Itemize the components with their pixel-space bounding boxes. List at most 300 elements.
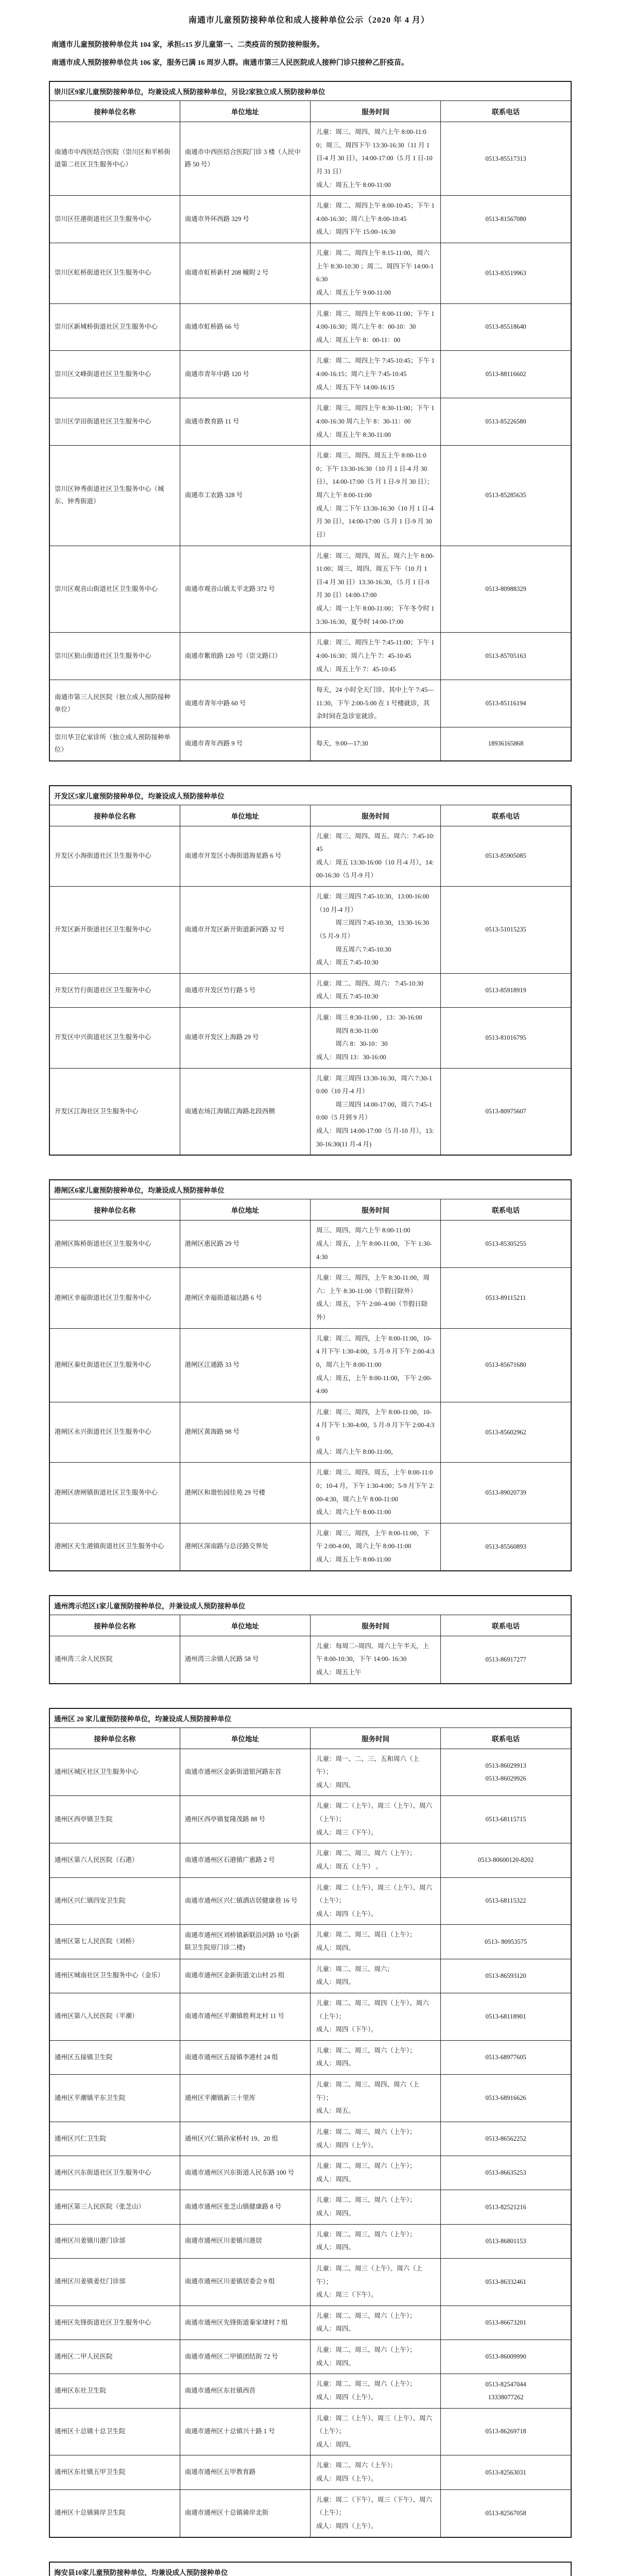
service-time-line: 成人：周四。 (316, 2357, 435, 2370)
service-time-cell (311, 243, 441, 304)
unit-address-cell: 南通市通州区刘桥镇新联沿河路 10 号(新联卫生院原门诊二楼) (180, 1925, 310, 1959)
service-time-cell (311, 2374, 441, 2408)
phone-cell (441, 1749, 571, 1796)
page-title: 南通市儿童预防接种单位和成人接种单位公示（2020 年 4 月） (0, 13, 618, 25)
unit-name-cell: 崇川区狼山街道社区卫生服务中心 (49, 633, 180, 680)
service-time-cell (311, 973, 441, 1007)
column-header: 服务时间 (311, 805, 441, 826)
unit-address-cell: 南通市观音山镇太平北路 372 号 (180, 546, 310, 633)
unit-name-cell: 通州区东社镇五甲卫生院 (49, 2455, 180, 2489)
service-time-line: 成人：周四。 (316, 2438, 435, 2452)
table-row (49, 303, 571, 351)
service-time-line: 儿童：周二（上午）、周三（上午）、周六（上午）； (316, 1800, 435, 1826)
table-row (49, 2340, 571, 2374)
service-time-line: 儿童：周二、周三、周六（上午）； (316, 2310, 435, 2323)
service-time-cell (311, 1402, 441, 1463)
unit-name-cell: 港闸区唐闸镇街道社区卫生服务中心 (49, 1463, 180, 1523)
phone-number: 0513-51015235 (442, 923, 569, 936)
service-time-line: 每天，24 小时全天门诊。其中上午 7:45—11:30，下午 2:00-5:00 在 1 号楼就诊，其余时间在急诊室就诊。 (316, 684, 435, 723)
column-header: 接种单位名称 (49, 1727, 180, 1749)
phone-cell (441, 1993, 571, 2040)
table-row (49, 1008, 571, 1069)
table-row (49, 2306, 571, 2340)
unit-name-cell: 崇川区任港街道社区卫生服务中心 (49, 196, 180, 243)
section-table (49, 1595, 572, 1684)
table-row (49, 398, 571, 446)
table-row (49, 1523, 571, 1570)
phone-number: 0513-85918919 (442, 984, 569, 997)
phone-cell (441, 1402, 571, 1463)
unit-address-cell: 南通市通州区十总镇兴十路 1 号 (180, 2408, 310, 2455)
column-header: 联系电话 (441, 1727, 571, 1749)
unit-address-cell: 南通市教育路 11 号 (180, 398, 310, 446)
section-title-row (49, 1180, 571, 1199)
section-title: 海安县10家儿童预防接种单位，均兼设成人预防接种单位 (49, 2562, 571, 2576)
table-row (49, 351, 571, 398)
table-row (49, 973, 571, 1007)
unit-address-cell: 南通市通州区金新街道银河路东首 (180, 1749, 310, 1796)
service-time-cell (311, 196, 441, 243)
section-table (49, 785, 572, 1156)
service-time-line: 成人：周四。 (316, 1976, 435, 1989)
section-title: 崇川区9家儿童预防接种单位，均兼设成人预防接种单位，另设2家独立成人预防接种单位 (49, 81, 571, 101)
service-time-line: 成人：周四。 (316, 2057, 435, 2071)
service-time-cell (311, 633, 441, 680)
table-row (49, 196, 571, 243)
service-time-cell (311, 2156, 441, 2190)
phone-number: 0513-85226580 (442, 415, 569, 428)
service-time-cell (311, 122, 441, 196)
unit-name-cell: 通州区第六人民医院（石港） (49, 1843, 180, 1877)
service-time-cell (311, 546, 441, 633)
column-header: 服务时间 (311, 1727, 441, 1749)
service-time-line: 成人：周五上午 8:00-11:00 (316, 179, 435, 192)
phone-number: 0513-80975607 (442, 1105, 569, 1118)
unit-name-cell: 开发区竹行街道社区卫生服务中心 (49, 973, 180, 1007)
service-time-line: 成人：周五 7:45-10:30 (316, 956, 435, 970)
unit-address-cell: 南通市通州区川姜镇川港居 (180, 2224, 310, 2258)
phone-cell (441, 2190, 571, 2224)
unit-name-cell: 通州区五接镇卫生院 (49, 2040, 180, 2074)
table-row (49, 546, 571, 633)
phone-cell (441, 446, 571, 546)
service-time-line: 成人：周四 13：30-16:00 (316, 1051, 435, 1064)
table-row (49, 633, 571, 680)
table-row (49, 1463, 571, 1523)
table-row (49, 122, 571, 196)
service-time-line: 成人：周四。 (316, 2207, 435, 2221)
unit-name-cell: 通州区十总镇十总卫生院 (49, 2408, 180, 2455)
service-time-cell (311, 2075, 441, 2122)
service-time-line: 儿童：周二、周四、周六： 7:45-10:30 (316, 977, 435, 991)
service-time-cell (311, 2455, 441, 2489)
service-time-cell (311, 1877, 441, 1925)
service-time-line: 儿童：周二、周三、周六（上午）； (316, 2194, 435, 2207)
phone-number: 0513-81016795 (442, 1031, 569, 1044)
phone-number: 0513-86029913 (442, 1759, 569, 1772)
phone-number: 0513-85116194 (442, 697, 569, 710)
phone-cell (441, 1796, 571, 1843)
unit-address-cell: 南通市通州区先锋街道秦家埭村 7 组 (180, 2306, 310, 2340)
service-time-cell (311, 1796, 441, 1843)
service-time-line: 成人：周五上午 8:00-11:00 (316, 1553, 435, 1567)
phone-number: 0513-68118901 (442, 2010, 569, 2023)
section-title: 通州区 20 家儿童预防接种单位，均兼设成人预防接种单位 (49, 1708, 571, 1728)
table-row (49, 727, 571, 761)
table-row (49, 243, 571, 304)
service-time-line: 成人：周四。 (316, 1942, 435, 1955)
service-time-line: 成人：周五，上午 8:00-11:00，下午 2:00-4:00 (316, 1372, 435, 1398)
service-time-line: 成人：周四（下午）。 (316, 2023, 435, 2037)
service-time-line: 周五周六 7:45-10:30 (316, 943, 435, 957)
column-header-row (49, 805, 571, 826)
unit-address-cell: 南通市青年西路 9 号 (180, 727, 310, 761)
table-row (49, 2122, 571, 2156)
service-time-line: 儿童：周二、周三、周四（上午）、周六（上午）； (316, 1997, 435, 2023)
table-row (49, 1993, 571, 2040)
unit-address-cell: 南通市虹桥新村 208 幢附 2 号 (180, 243, 310, 304)
unit-name-cell: 崇川区文峰街道社区卫生服务中心 (49, 351, 180, 398)
unit-address-cell: 南通市通州区五接镇李港村 24 组 (180, 2040, 310, 2074)
phone-cell (441, 1877, 571, 1925)
unit-name-cell: 通州区川姜镇姜灶门诊部 (49, 2258, 180, 2306)
service-time-line: 每天，9:00—17:30 (316, 737, 435, 751)
phone-cell (441, 546, 571, 633)
service-time-line: 儿童：周二、周三（上午）、周六（上午）； (316, 2262, 435, 2289)
service-time-cell (311, 351, 441, 398)
phone-cell (441, 2040, 571, 2074)
phone-cell (441, 1068, 571, 1155)
section-title-row (49, 81, 571, 101)
service-time-line: 成人：周四（上午）。 (316, 2139, 435, 2153)
phone-cell (441, 122, 571, 196)
unit-name-cell: 港闸区永兴街道社区卫生服务中心 (49, 1402, 180, 1463)
table-row (49, 1268, 571, 1329)
unit-name-cell: 通州区第七人民医院（刘桥） (49, 1925, 180, 1959)
service-time-cell (311, 2224, 441, 2258)
unit-address-cell: 港闸区黄海路 98 号 (180, 1402, 310, 1463)
service-time-line: 成人：周三（下午）。 (316, 2289, 435, 2302)
service-time-cell (311, 1008, 441, 1069)
phone-number: 0513- 80953575 (442, 1936, 569, 1948)
unit-address-cell: 南通市通州区金新街道文山村 25 组 (180, 1959, 310, 1993)
column-header-row (49, 1727, 571, 1749)
phone-cell (441, 2374, 571, 2408)
service-time-cell (311, 1463, 441, 1523)
phone-number: 0513-81567080 (442, 213, 569, 226)
service-time-line: 儿童：周二、周三、周六（上午）； (316, 2044, 435, 2058)
service-time-line: 儿童：周二、周三、周六（上午）； (316, 2160, 435, 2173)
column-header-row (49, 1199, 571, 1221)
phone-number: 0513-80988329 (442, 583, 569, 596)
service-time-line: 儿童：周三、周四，上午 8:00-11:00，10-4 月下午 1:30-4:00，5 月-9 月下午 2:00-4:30 (316, 1406, 435, 1446)
unit-address-cell: 南通市工农路 328 号 (180, 446, 310, 546)
phone-number: 0513-85602962 (442, 1426, 569, 1439)
unit-name-cell: 通州区二甲人民医院 (49, 2340, 180, 2374)
unit-name-cell: 崇川区观音山街道社区卫生服务中心 (49, 546, 180, 633)
phone-number: 0513-86593120 (442, 1970, 569, 1982)
column-header: 联系电话 (441, 1615, 571, 1636)
service-time-cell (311, 446, 441, 546)
service-time-cell (311, 2489, 441, 2537)
service-time-cell (311, 1523, 441, 1570)
service-time-line: 儿童：周三、周四上午 8:30-11:00；下午 14:00-16:30 周六上午 8：30-11：00 (316, 402, 435, 428)
service-time-line: 儿童：周三、周四、周五上午 8:00-11:00；下午 13:30-16:30（10 月 1 日-4 月 30 日），14:00-17:00（5 月 1 日-9 月 30 日）；周六上午 8:00-11:00 (316, 449, 435, 502)
table-row (49, 1328, 571, 1402)
table-row (49, 2224, 571, 2258)
unit-name-cell: 开发区小海街道社区卫生服务中心 (49, 826, 180, 887)
table-row (49, 1959, 571, 1993)
unit-name-cell: 通州区城区社区卫生服务中心 (49, 1749, 180, 1796)
unit-name-cell: 开发区江海社区卫生服务中心 (49, 1068, 180, 1155)
service-time-line: 成人：周一上午 8:00-11:00；下午冬令时 13:30-16:30，夏令时 14:00-17:00 (316, 602, 435, 629)
column-header: 联系电话 (441, 101, 571, 122)
section-title-row (49, 1596, 571, 1615)
intro-adults: 南通市成人预防接种单位共 106 家，服务已满 16 周岁人群。南通市第三人民医院成人接种门诊只接种乙肝疫苗。 (0, 58, 618, 69)
section-title-row (49, 2562, 571, 2576)
phone-cell (441, 351, 571, 398)
phone-number: 0513-89020739 (442, 1486, 569, 1499)
unit-name-cell: 通州区第八人民医院（平潮） (49, 1993, 180, 2040)
phone-cell (441, 2156, 571, 2190)
unit-address-cell: 南通市开发区新开街道新河路 32 号 (180, 887, 310, 974)
phone-number: 0513-68916626 (442, 2092, 569, 2105)
phone-cell (441, 2306, 571, 2340)
unit-name-cell: 港闸区幸福街道社区卫生服务中心 (49, 1268, 180, 1329)
service-time-line: 成人：周四。 (316, 2173, 435, 2187)
phone-cell (441, 1008, 571, 1069)
phone-number: 0513-85671680 (442, 1359, 569, 1371)
service-time-line: 儿童：周三、周四、周五，上午 8:00-11:00；10-4 月，下午 1:30-4:00；5-9 月下午 2:00-4:30，周六上午 8:00-11:00 (316, 1466, 435, 1506)
phone-cell (441, 2122, 571, 2156)
service-time-cell (311, 1068, 441, 1155)
service-time-line: 儿童：每周二~周四、周六上午半天，上午 8:00-10:30，下午 14:00- 16:30 (316, 1640, 435, 1666)
service-time-line: 儿童：周二、周三、周六； (316, 1963, 435, 1976)
phone-number: 0513-82567058 (442, 2507, 569, 2520)
unit-name-cell: 开发区中兴街道社区卫生服务中心 (49, 1008, 180, 1069)
service-time-line: 成人：周四（上午）。 (316, 2520, 435, 2533)
service-time-line: 儿童：周二、周四上午 7:45-10:45；下午 14:00-16:15；周六上午 7:45-10:45 (316, 354, 435, 381)
phone-cell (441, 1221, 571, 1268)
service-time-cell (311, 1636, 441, 1683)
section-table (49, 1708, 572, 2538)
table-row (49, 1877, 571, 1925)
phone-number: 0513-86332461 (442, 2276, 569, 2289)
column-header: 接种单位名称 (49, 805, 180, 826)
table-row (49, 2190, 571, 2224)
service-time-line: 成人：周五 13:30-16:00（10 月-4 月），14:00-16:30（5 月-9 月） (316, 856, 435, 883)
service-time-line: 成人：周五（上午） 。 (316, 1860, 435, 1874)
service-time-line: 成人：周四（上午）。 (316, 2472, 435, 2486)
table-row (49, 1068, 571, 1155)
service-time-cell (311, 2340, 441, 2374)
phone-number: 0513-82521216 (442, 2201, 569, 2214)
unit-name-cell: 崇川区新城桥街道社区卫生服务中心 (49, 303, 180, 351)
service-time-line: 儿童：周二、周四上午 8:15-11:00，周六上午 8:30-10:30 ；周二、周四下午 14:00-16:30 (316, 247, 435, 286)
phone-cell (441, 633, 571, 680)
unit-address-cell: 南通市通州区兴仁镇酒店居健康巷 16 号 (180, 1877, 310, 1925)
phone-number: 0513-68977605 (442, 2051, 569, 2064)
unit-address-cell: 南通市通州区东社镇西首 (180, 2374, 310, 2408)
service-time-line: 成人：周四。 (316, 2323, 435, 2336)
service-time-line: 儿童：周三、周四、周五、周六上午 8:00-11:00；周三、周四、周五下午（10 月 1 日-4 月 30 日）13:30-16:30，（5 月 1 日-9 月 30 日）14:00-17:00 (316, 550, 435, 603)
phone-cell (441, 973, 571, 1007)
service-time-cell (311, 1843, 441, 1877)
service-time-line: 儿童：周二、周三、周四、周六（上午）； (316, 2078, 435, 2105)
unit-name-cell: 崇川区学田街道社区卫生服务中心 (49, 398, 180, 446)
service-time-line: 成人：周五上午 8:30-11:00 (316, 429, 435, 442)
service-time-line: 儿童：周二、周三、周六（上午）； (316, 2378, 435, 2391)
unit-name-cell: 南通市第三人民医院（独立成人预防接种单位） (49, 680, 180, 727)
unit-name-cell: 通州区兴仁卫生院 (49, 2122, 180, 2156)
service-time-line: 儿童：周二、周三、周六（上午）； (316, 2228, 435, 2242)
service-time-line: 成人：周六上午 8:00-11:00， (316, 1446, 435, 1459)
service-time-cell (311, 398, 441, 446)
unit-address-cell: 南通市开发区小海街道海星路 6 号 (180, 826, 310, 887)
service-time-cell (311, 2306, 441, 2340)
phone-number: 0513-83519963 (442, 267, 569, 280)
phone-cell (441, 1636, 571, 1683)
column-header: 接种单位名称 (49, 1615, 180, 1636)
service-time-cell (311, 1749, 441, 1796)
phone-cell (441, 2455, 571, 2489)
phone-number: 0513-86009990 (442, 2350, 569, 2363)
service-time-line: 儿童：周三、周四、周五、周六：7:45-10:45 (316, 830, 435, 856)
service-time-line: 成人：周四（上午）。 (316, 2391, 435, 2404)
service-time-line: 成人：周四（上午）。 (316, 1908, 435, 1921)
table-row (49, 2075, 571, 2122)
service-time-line: 儿童：周三周四 13:30-16:30，周六 7:30-10:00（10 月-4 月） (316, 1072, 435, 1098)
column-header: 服务时间 (311, 101, 441, 122)
unit-address-cell: 通州区兴仁镇孙家桥村 19、20 组 (180, 2122, 310, 2156)
service-time-line: 成人：周五。 (316, 2105, 435, 2118)
table-row (49, 1221, 571, 1268)
column-header: 接种单位名称 (49, 101, 180, 122)
service-time-line: 儿童：周二、周六（上午）； (316, 2459, 435, 2472)
unit-address-cell: 南通市紫琅路 120 号（崇文路口） (180, 633, 310, 680)
phone-cell (441, 2258, 571, 2306)
column-header: 服务时间 (311, 1199, 441, 1221)
service-time-line: 成人：周五上午 7：45-10:45 (316, 663, 435, 676)
service-time-line: 周三周四 14:00-17:00，周六 7:45-10:00（5 月到 9 月） (316, 1098, 435, 1125)
phone-cell (441, 2408, 571, 2455)
column-header: 单位地址 (180, 1727, 310, 1749)
phone-number: 0513-89115211 (442, 1292, 569, 1304)
table-row (49, 2258, 571, 2306)
service-time-cell (311, 1993, 441, 2040)
service-time-cell (311, 826, 441, 887)
unit-name-cell: 港闸区陈桥街道社区卫生服务中心 (49, 1221, 180, 1268)
unit-address-cell: 港闸区幸福街道福达路 6 号 (180, 1268, 310, 1329)
section-title-row (49, 786, 571, 805)
unit-address-cell: 南通市通州区五甲教育路 (180, 2455, 310, 2489)
table-row (49, 2156, 571, 2190)
column-header: 单位地址 (180, 101, 310, 122)
phone-cell (441, 1463, 571, 1523)
table-row (49, 826, 571, 887)
phone-cell (441, 2224, 571, 2258)
phone-number: 0513-68115322 (442, 1894, 569, 1907)
phone-number: 13338077262 (442, 2391, 569, 2404)
service-time-line: 成人：周六上午 8:00-11:00 (316, 1506, 435, 1519)
column-header-row (49, 101, 571, 122)
unit-name-cell: 通州区平潮镇平东卫生院 (49, 2075, 180, 2122)
service-time-line: 成人：周五下午 14:00-16:15 (316, 381, 435, 395)
unit-address-cell: 通州区西亭镇复隆茂路 88 号 (180, 1796, 310, 1843)
unit-address-cell: 南通市青年中路 60 号 (180, 680, 310, 727)
service-time-line: 成人：周五 7:45-10:30 (316, 990, 435, 1004)
unit-name-cell: 开发区新开街道社区卫生服务中心 (49, 887, 180, 974)
service-time-line: 儿童：周二、周三、周六（上午）； (316, 2344, 435, 2357)
service-time-cell (311, 2040, 441, 2074)
unit-name-cell: 通州区兴东街道社区卫生服务中心 (49, 2156, 180, 2190)
table-row (49, 2489, 571, 2537)
column-header: 接种单位名称 (49, 1199, 180, 1221)
unit-address-cell: 南通农场江海镇江海路北段西侧 (180, 1068, 310, 1155)
service-time-line: 成人：周五，上午 8:00-11:00，下午 1:30-4:30 (316, 1238, 435, 1264)
unit-name-cell: 通州区第三人民医院（张芝山） (49, 2190, 180, 2224)
service-time-cell (311, 1268, 441, 1329)
service-time-cell (311, 887, 441, 974)
service-time-line: 成人：周四下午 15:00–16:30 (316, 226, 435, 239)
service-time-line: 儿童：周三、周四、周六上午 8:00-11:00；周三、周四下午 13:30-16:30（11 月 1 日-4 月 30 日），14:00-17:00（5 月 1 日-10 月 31 日） (316, 126, 435, 179)
phone-number: 0513-85285635 (442, 489, 569, 502)
unit-name-cell: 通州湾三余人民医院 (49, 1636, 180, 1683)
table-row (49, 680, 571, 727)
unit-name-cell: 港闸区秦灶街道社区卫生服务中心 (49, 1328, 180, 1402)
unit-address-cell: 通州湾三余镇人民路 58 号 (180, 1636, 310, 1683)
service-time-line: 儿童：周三周四 7:45-10:30，13:00-16:00（10 月-4 月） (316, 890, 435, 917)
service-time-line: 周四 8:30-11:00 (316, 1025, 435, 1038)
section-title: 通州湾示范区1家儿童预防接种单位，并兼设成人预防接种单位 (49, 1596, 571, 1615)
unit-name-cell: 通州区先锋街道社区卫生服务中心 (49, 2306, 180, 2340)
service-time-line: 成人：周五上午 9:00-11:00 (316, 286, 435, 300)
service-time-line: 儿童：周三、周四，上午 8:00-11:00，10-4 月下午 1:30-4:00，5 月-9 月下午 2:00-4:30，周六上午 8:00-11:00 (316, 1332, 435, 1372)
table-row (49, 1402, 571, 1463)
phone-number: 0513-86029926 (442, 1772, 569, 1785)
phone-number: 18936165868 (442, 737, 569, 750)
phone-cell (441, 1843, 571, 1877)
unit-address-cell: 南通市通州区张芝山镇健康路 8 号 (180, 2190, 310, 2224)
service-time-cell (311, 1959, 441, 1993)
service-time-line: 儿童：周二（上午）、周三（上午）、周六（上午）； (316, 2412, 435, 2438)
section-table (49, 1179, 572, 1571)
phone-number: 0513-86562252 (442, 2132, 569, 2145)
table-row (49, 1796, 571, 1843)
phone-number: 0513-82563031 (442, 2466, 569, 2479)
table-row (49, 1636, 571, 1683)
service-time-line: 周三周四 7:45-10:30，13:30-16:30（5 月-9 月） (316, 917, 435, 943)
phone-number: 0513-86269718 (442, 2425, 569, 2438)
service-time-line: 儿童：周二、周三、周六（上午）； (316, 1847, 435, 1860)
service-time-line: 成人：周二下午 13:30-16:30（10 月 1 日-4 月 30 日），14:00-17:00（5 月 1 日-9 月 30 日） (316, 502, 435, 542)
service-time-line: 成人：周三（下午）。 (316, 1826, 435, 1840)
unit-name-cell: 崇川区钟秀街道社区卫生服务中心（城东、钟秀街道） (49, 446, 180, 546)
phone-cell (441, 826, 571, 887)
table-row (49, 446, 571, 546)
service-time-line: 儿童：周三、周四上午 8:00-11:00；下午 14:00-16:30；周六上午 8：00-10：30 (316, 308, 435, 334)
service-time-line: 周三、周四、周六上午 8:00-11:00 (316, 1224, 435, 1238)
service-time-cell (311, 1328, 441, 1402)
unit-address-cell: 通州区平潮镇新三十里厍 (180, 2075, 310, 2122)
service-time-line: 儿童：周三 8:30-11:00 ，13：30-16:00 (316, 1011, 435, 1025)
phone-number: 0513-86917277 (442, 1653, 569, 1666)
unit-address-cell: 南通市通州区兴东街道人民东路 100 号 (180, 2156, 310, 2190)
unit-name-cell: 通州区川姜镇川港门诊部 (49, 2224, 180, 2258)
unit-name-cell: 港闸区天生港镇街道社区卫生服务中心 (49, 1523, 180, 1570)
tables-container (0, 76, 618, 2576)
service-time-line: 儿童：周二、周四上午 8:00-10:45；下午 14:00-16:30；周六上午 8:00-10:45 (316, 199, 435, 226)
